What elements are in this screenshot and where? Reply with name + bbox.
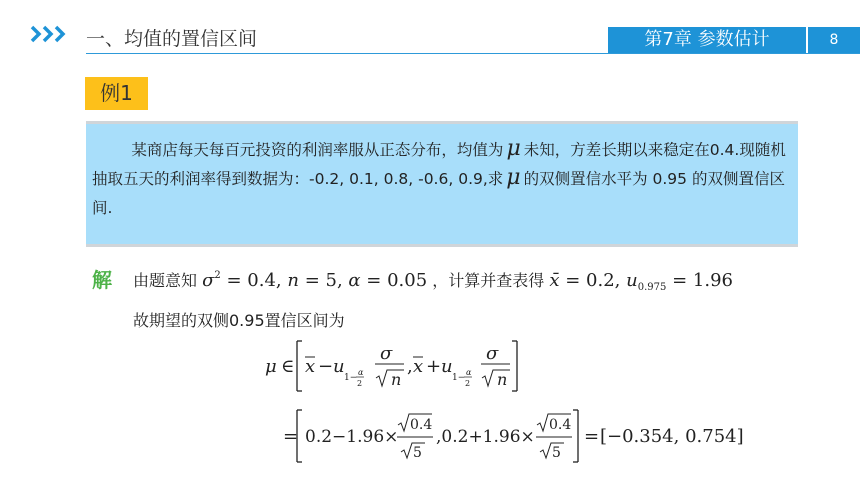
svg-text:,0.2+1.96×: ,0.2+1.96×	[436, 427, 535, 447]
svg-text:5: 5	[552, 445, 561, 461]
svg-text:=: =	[584, 426, 600, 447]
computed-values: x̄ = 0.2, $u_{0.975} = 1.96$	[549, 270, 733, 293]
svg-text:0.2−1.96×: 0.2−1.96×	[305, 427, 399, 447]
svg-text:=: =	[283, 426, 299, 447]
chapter-label: 第7章 参数估计	[608, 27, 806, 53]
svg-text:2: 2	[357, 379, 363, 388]
mu-symbol: μ	[506, 136, 521, 161]
svg-text:0.4: 0.4	[549, 417, 572, 433]
svg-text:σ: σ	[380, 343, 393, 364]
result-interval: [−0.354, 0.754]	[600, 426, 744, 447]
svg-text:2: 2	[465, 379, 471, 388]
svg-text:1−: 1−	[344, 373, 358, 383]
svg-text:1−: 1−	[452, 373, 466, 383]
svg-text:μ: μ	[265, 356, 277, 377]
problem-part1: 某商店每天每百元投资的利润率服从正态分布，均值为	[131, 141, 504, 159]
svg-text:x: x	[305, 356, 316, 377]
svg-text:−: −	[318, 356, 334, 377]
svg-text:,: ,	[407, 356, 413, 377]
mu-symbol-2: μ	[506, 165, 521, 190]
svg-text:n: n	[391, 370, 402, 389]
svg-text:u: u	[333, 356, 345, 377]
solution-line-2: 故期望的双侧0.95置信区间为	[133, 311, 345, 330]
svg-text:5: 5	[413, 445, 422, 461]
section-title: 一、均值的置信区间	[86, 28, 258, 50]
svg-text:α: α	[466, 368, 472, 377]
svg-text:∈: ∈	[281, 356, 295, 377]
svg-text:u: u	[441, 356, 453, 377]
example-badge: 例1	[85, 77, 148, 110]
svg-text:α: α	[358, 368, 364, 377]
solution-prefix: 由题意知	[133, 271, 198, 290]
svg-text:x: x	[413, 356, 424, 377]
given-conditions: $\sigma^2 = 0.4$, n = 5, α = 0.05	[202, 270, 428, 291]
problem-part3: 的双侧置信水平为 0.95 的双侧置信区间.	[92, 170, 785, 217]
svg-text:σ: σ	[486, 343, 499, 364]
solution-middle: ，计算并查表得	[432, 271, 545, 290]
svg-text:+: +	[426, 356, 442, 377]
page-number: 8	[808, 27, 860, 53]
solution-label: 解	[92, 268, 112, 292]
svg-text:n: n	[497, 370, 508, 389]
problem-part2: 未知，方差长期以来稳定在0.4.现随机抽取五天的利润率得到数据为：-0.2, 0.1, 0.8, -0.6, 0.9,求	[92, 141, 786, 188]
svg-text:0.4: 0.4	[410, 417, 433, 433]
